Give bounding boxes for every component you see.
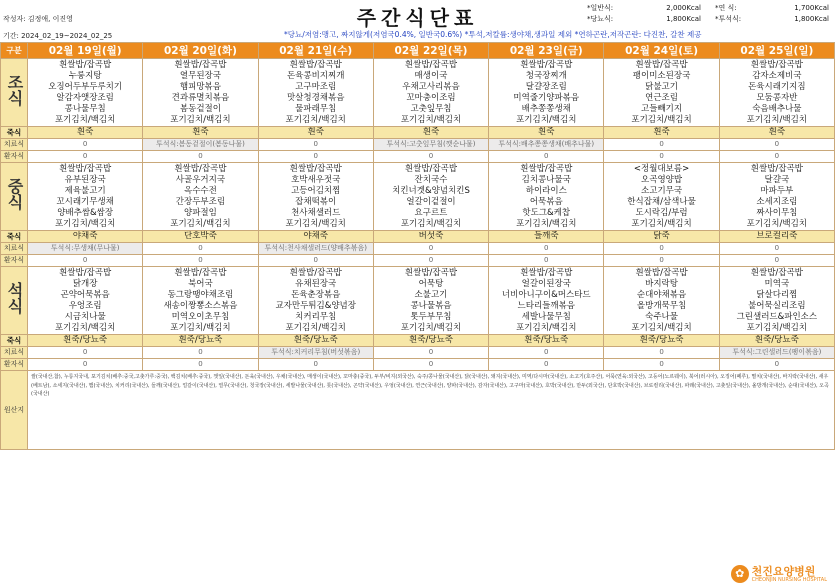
hwansaja-cell: 0 [258,359,373,371]
menu-item: 누룽지탕 [68,70,102,81]
menu-item: 어묵볶음 [529,196,563,207]
day-header: 02월 20일(화) [143,43,258,59]
menu-item: 순대야채볶음 [636,289,687,300]
menu-item: 곤약어묵볶음 [60,289,110,300]
menu-item: 포기김치/백김치 [54,322,116,333]
menu-item: 흰쌀밥/잡곡밥 [59,267,112,278]
menu-item: 돈육춘장볶음 [291,289,341,300]
menu-item: 흰쌀밥/잡곡밥 [635,267,688,278]
menu-item: 어묵탕 [418,278,444,289]
origin-row [1,371,835,450]
menu-cell [373,267,488,335]
menu-cell [719,267,834,335]
menu-item: 포기김치/백김치 [516,322,577,333]
menu-item: 치킨너겟&양념치킨S [392,185,470,196]
menu-item: 새송이짱뽕소스볶음 [163,300,238,311]
hwansaja-cell: 0 [143,359,258,371]
kcal-label: *당뇨식: [587,15,614,23]
menu-cell [143,163,258,231]
menu-item: 옥수수전 [183,185,217,196]
menu-item: 흰쌀밥/잡곡밥 [289,163,342,174]
menu-item: 돈육콩비지찌개 [286,70,345,81]
menu-item: 콩나물볶음 [410,300,452,311]
hwansaja-label: 환자식 [1,151,28,163]
menu-item: 제육불고기 [64,185,106,196]
menu-item: 맛살청경채볶음 [286,92,345,103]
juk-cell: 흰죽/당뇨죽 [373,335,488,347]
menu-cell [719,59,834,127]
menu-item: 흰쌀밥/잡곡밥 [520,267,573,278]
hwansaja-cell: 0 [373,151,488,163]
kcal-label: *연 식: [715,4,737,12]
menu-item: 오징어두부두루치기 [48,81,123,92]
corner-cell: 구분 [1,43,28,59]
menu-item: 유부된장국 [64,174,106,185]
menu-cell [373,59,488,127]
menu-item: 간장두부조림 [175,196,226,207]
menu-item: 봄동겉절이 [179,103,221,114]
juk-row [1,335,835,347]
hwansaja-cell: 0 [28,255,143,267]
menu-row [1,163,835,231]
menu-cell [143,59,258,127]
menu-cell [489,59,604,127]
menu-item: 포기김치/백김치 [631,114,692,125]
menu-item: 마파두부 [760,185,794,196]
menu-item: 햄피망볶음 [179,81,221,92]
menu-item: 불어묵실리조림 [748,300,806,311]
juk-cell: 들깨죽 [489,231,604,243]
menu-item: 포기김치/백김치 [400,322,462,333]
origin-label: 원산지 [1,371,28,450]
menu-item: 포기김치/백김치 [170,114,231,125]
menu-item: 올방개묵무침 [636,300,687,311]
juk-label: 죽식 [1,335,28,347]
menu-item: 포기김치/백김치 [516,218,577,229]
menu-item: 흰쌀밥/잡곡밥 [404,59,458,70]
menu-item: <정월대보름> [633,163,690,174]
menu-item: 김치콩나물국 [521,174,571,185]
chiryo-cell: 0 [373,347,488,359]
meal-name: 중식 [5,178,24,210]
menu-item: 달걀국 [764,174,790,185]
chiryo-cell: 0 [604,139,719,151]
juk-cell: 흰죽 [28,127,143,139]
menu-item: 얼갈이겉절이 [406,196,456,207]
meal-name: 조식 [5,74,24,106]
hwansaja-cell: 0 [604,255,719,267]
menu-item: 닭개장 [72,278,98,289]
menu-item: 소고기무국 [641,185,683,196]
menu-item: 물파래무침 [295,103,337,114]
chiryo-cell: 투석식:고춧잎무침(깻순나물) [373,139,488,151]
menu-item: 고등어김치찜 [291,185,341,196]
menu-item: 양파절임 [183,207,217,218]
menu-item: 미역오이초무침 [171,311,230,322]
juk-cell: 흰죽/당뇨죽 [143,335,258,347]
menu-cell [28,267,143,335]
logo-mark-icon: ✿ [731,565,749,583]
menu-item: 포기김치/백김치 [746,322,808,333]
menu-item: 숙주나물 [645,311,678,322]
menu-cell [604,267,719,335]
menu-item: 포기김치/백김치 [285,114,346,125]
menu-item: 연근조림 [645,92,678,103]
menu-item: 매생이국 [414,70,448,81]
menu-item: 북어국 [188,278,213,289]
menu-item: 콩나물무침 [64,103,106,114]
menu-item: 흰쌀밥/잡곡밥 [174,163,227,174]
menu-item: 숙음배추나물 [752,103,802,114]
chiryo-cell: 0 [604,243,719,255]
menu-item: 흰쌀밥/잡곡밥 [289,59,342,70]
chiryo-cell: 0 [719,139,834,151]
menu-item: 흰쌀밥/잡곡밥 [520,59,573,70]
hwansaja-label: 환자식 [1,359,28,371]
menu-item: 잔치국수 [414,174,448,185]
menu-item: 포기김치/백김치 [400,114,462,125]
chiryo-row [1,243,835,255]
menu-item: 고춧잎무침 [410,103,452,114]
menu-row [1,59,835,127]
chiryo-cell: 0 [258,139,373,151]
hwansaja-cell: 0 [28,151,143,163]
menu-item: 소불고기 [414,289,448,300]
chiryo-label: 치료식 [1,139,28,151]
meal-label [1,267,28,335]
juk-cell: 흰죽/당뇨죽 [604,335,719,347]
menu-item: 소세지조림 [756,196,798,207]
menu-item: 고들빼기지 [641,103,683,114]
day-header: 02월 19일(월) [28,43,143,59]
day-header: 02월 21일(수) [258,43,373,59]
menu-item: 미역국 [764,278,790,289]
menu-item: 교자만두튀김&양념장 [275,300,356,311]
meal-label [1,59,28,127]
menu-item: 달걀장조림 [525,81,567,92]
menu-item: 포기김치/백김치 [170,218,231,229]
hwansaja-cell: 0 [28,359,143,371]
juk-cell: 버섯죽 [373,231,488,243]
hwansaja-cell: 0 [258,255,373,267]
menu-item: 포기김치/백김치 [516,114,577,125]
menu-item: 포기김치/백김치 [746,114,808,125]
kcal-value: 1,800Kcal [666,15,701,23]
menu-cell [373,163,488,231]
hwansaja-cell: 0 [143,151,258,163]
chiryo-cell: 투석식:그린샐러드(팽이볶음) [719,347,834,359]
menu-item: 바지락탕 [645,278,678,289]
menu-item: 팽이미소된장국 [632,70,691,81]
logo-name: 천진요양병원 [751,564,816,578]
menu-item: 흰쌀밥/잡곡밥 [404,267,458,278]
menu-item: 너비아니구이&머스타드 [501,289,591,300]
hospital-logo [731,565,827,583]
menu-item: 양배추쌈&쌈장 [57,207,114,218]
menu-item: 꼬시래기무생채 [56,196,114,207]
menu-item: 포기김치/백김치 [400,218,462,229]
menu-cell [28,163,143,231]
chiryo-cell: 0 [489,347,604,359]
hwansaja-cell: 0 [604,359,719,371]
menu-cell [258,59,373,127]
juk-label: 죽식 [1,231,28,243]
menu-item: 느타리들깨볶음 [517,300,575,311]
menu-item: 열무된장국 [179,70,221,81]
chiryo-cell: 0 [143,347,258,359]
juk-cell: 흰죽/당뇨죽 [258,335,373,347]
menu-item: 톳두부무침 [410,311,452,322]
menu-item: 얼갈이된장국 [521,278,571,289]
menu-item: 흰쌀밥/잡곡밥 [520,163,573,174]
menu-item: 흰쌀밥/잡곡밥 [174,267,227,278]
chiryo-cell: 0 [143,243,258,255]
menu-item: 닭불고기 [645,81,678,92]
menu-item: 호박새우젓국 [291,174,341,185]
hwansaja-cell: 0 [373,255,488,267]
menu-cell [604,59,719,127]
hwansaja-cell: 0 [373,359,488,371]
menu-cell [258,163,373,231]
kcal-box [587,3,829,25]
menu-item: 포기김치/백김치 [285,218,346,229]
juk-label: 죽식 [1,127,28,139]
menu-item: 고구마조림 [295,81,337,92]
diet-notice: *당뇨/저염:맹고, 짜지않게(저염국0.4%, 일반국0.6%) *투석,저칼륨:생야채,생과일 제외 *연하곤란,저작곤란: 다진찬, 갈찬 제공 [284,30,702,39]
menu-item: 포기김치/백김치 [285,322,346,333]
hwansaja-cell: 0 [719,151,834,163]
juk-cell: 흰죽/당뇨죽 [489,335,604,347]
menu-item: 세발나물무침 [521,311,571,322]
hwansaja-cell: 0 [604,151,719,163]
menu-item: 사골우거지국 [175,174,226,185]
juk-cell: 브로컬리죽 [719,231,834,243]
hwansaja-cell: 0 [719,255,834,267]
menu-item: 모둠콩자반 [756,92,798,103]
menu-item: 요구르트 [414,207,448,218]
meal-label [1,163,28,231]
menu-item: 포기김치/백김치 [54,114,116,125]
menu-item: 흰쌀밥/잡곡밥 [59,163,112,174]
menu-item: 흰쌀밥/잡곡밥 [59,59,112,70]
chiryo-cell: 0 [489,243,604,255]
hwansaja-cell: 0 [489,151,604,163]
hwansaja-row [1,359,835,371]
origin-text: 쌀(국내산,찹), 누룽지국내, 포기김치(배추:중국,고춧가루:중국), 백김치(배추:중국), 깻잎(국내산), 돈육(국내산), 우채(국내산), 매생이(국내산), 꼬마충(중국), 두부/비지(외국산), 숙주/콩나물(국내산), 닭(국내산), 돼지(국내산), 미역/다시마(국내산), 소고기(호주산), 어묵(연육:외국산), 고등어(노르웨이), 북어(러시아), 오징어(페루), 멸치(국내산), 바지락(국내산), 새우(베트남), 소세지(국내산), 햄(국내산), 치커리(국내산), 들깨(국내산), 얼갈이(국내산), 열무(국내산), 청국장(국내산), 세발나물(국내산), 톳(국내산), 곤약(국내산), 우엉(국내산), 연근(국내산), 양파(국내산), 감자(국내산), 고구마(국내산), 호박(국내산), 만두(외국산), 단호박(국내산), 브로컬리(국내산), 파래(국내산), 고춧잎(국내산), 올방개(국내산), 순대(국내산), 오곡(국내산) [28,371,835,450]
menu-item: 미역줄기양파볶음 [513,92,580,103]
menu-item: 포기김치/백김치 [631,218,692,229]
menu-item: 그린샐러드&파인소스 [736,311,818,322]
hwansaja-cell: 0 [489,359,604,371]
chiryo-cell: 투석식:천사채샐러드(양배추볶음) [258,243,373,255]
kcal-value: 1,700Kcal [794,4,829,12]
header [0,0,835,42]
chiryo-cell: 투석식:봄동겉절이(봄동나물) [143,139,258,151]
chiryo-row [1,347,835,359]
menu-item: 도시락김/부럼 [635,207,688,218]
menu-item: 배추쫑쫑생채 [521,103,571,114]
juk-cell: 흰죽 [373,127,488,139]
menu-item: 포기김치/백김치 [170,322,231,333]
period-text: 기간: 2024_02_19~2024_02_25 [3,32,113,40]
chiryo-cell: 투석식:치커리무침(버섯볶음) [258,347,373,359]
menu-item: 포기김치/백김치 [631,322,692,333]
day-header: 02월 24일(토) [604,43,719,59]
menu-item: 포기김치/백김치 [54,218,116,229]
menu-item: 닭살다리찜 [756,289,798,300]
juk-row [1,231,835,243]
menu-item: 흰쌀밥/잡곡밥 [404,163,458,174]
juk-cell: 흰죽 [143,127,258,139]
juk-cell: 야채죽 [258,231,373,243]
menu-item: 오곡영양밥 [641,174,683,185]
kcal-value: 2,000Kcal [666,4,701,12]
chiryo-cell: 0 [373,243,488,255]
kcal-value: 1,800Kcal [794,15,829,23]
menu-item: 알감자앳장조림 [56,92,114,103]
juk-cell: 단호박죽 [143,231,258,243]
menu-item: 시금치나물 [64,311,106,322]
menu-item: 동그랑땡야채조림 [167,289,234,300]
menu-item: 흰쌀밥/잡곡밥 [750,163,803,174]
menu-row [1,267,835,335]
menu-item: 짜사이무침 [756,207,798,218]
day-header: 02월 23일(금) [489,43,604,59]
chiryo-label: 치료식 [1,347,28,359]
juk-cell: 야채죽 [28,231,143,243]
menu-cell [489,163,604,231]
writer-text: 작성자: 김정애, 이진영 [3,15,73,23]
juk-cell: 흰죽 [258,127,373,139]
chiryo-label: 치료식 [1,243,28,255]
juk-row [1,127,835,139]
hwansaja-cell: 0 [258,151,373,163]
menu-item: 흰쌀밥/잡곡밥 [635,59,688,70]
hwansaja-label: 환자식 [1,255,28,267]
chiryo-row [1,139,835,151]
juk-cell: 흰죽/당뇨죽 [719,335,834,347]
menu-item: 포기김치/백김치 [746,218,808,229]
chiryo-cell: 0 [719,243,834,255]
menu-item: 돈육시래기지짐 [748,81,806,92]
page-title: 주간식단표 [356,6,479,30]
hwansaja-cell: 0 [143,255,258,267]
menu-cell [258,267,373,335]
menu-item: 흰쌀밥/잡곡밥 [750,267,803,278]
juk-cell: 흰죽 [604,127,719,139]
menu-item: 하이라이스 [525,185,567,196]
menu-item: 흰쌀밥/잡곡밥 [750,59,803,70]
day-header-row [1,43,835,59]
juk-cell: 닭죽 [604,231,719,243]
chiryo-cell: 투석식:무생채(무나물) [28,243,143,255]
chiryo-cell: 0 [604,347,719,359]
menu-cell [604,163,719,231]
menu-item: 우채고사리볶음 [402,81,460,92]
day-header: 02월 25일(일) [719,43,834,59]
menu-item: 흰쌀밥/잡곡밥 [174,59,227,70]
kcal-label: *일반식: [587,4,614,12]
menu-item: 핫도그&케찹 [522,207,571,218]
menu-cell [489,267,604,335]
menu-cell [143,267,258,335]
menu-cell [28,59,143,127]
hwansaja-row [1,255,835,267]
menu-item: 유채된장국 [295,278,337,289]
hwansaja-cell: 0 [489,255,604,267]
hwansaja-row [1,151,835,163]
menu-item: 흰쌀밥/잡곡밥 [289,267,342,278]
day-header: 02월 22일(목) [373,43,488,59]
menu-item: 한식잡채/삼색나물 [627,196,696,207]
menu-item: 천사채샐러드 [291,207,341,218]
menu-item: 우엉조림 [68,300,102,311]
menu-item: 감자소제비국 [752,70,802,81]
menu-item: 청국장찌개 [525,70,567,81]
meal-name: 석식 [5,282,24,314]
chiryo-cell: 0 [28,347,143,359]
chiryo-cell: 투석식:배추쫑쫑생채(배추나물) [489,139,604,151]
menu-item: 견과류멸치볶음 [171,92,230,103]
menu-table [0,42,835,450]
menu-cell [719,163,834,231]
hwansaja-cell: 0 [719,359,834,371]
juk-cell: 흰죽 [719,127,834,139]
menu-item: 잡채떡볶이 [295,196,337,207]
kcal-label: *투석식: [715,15,742,23]
juk-cell: 흰죽 [489,127,604,139]
menu-item: 치커리무침 [295,311,337,322]
logo-en: CHEONJIN NURSING HOSPITAL [751,576,827,583]
menu-item: 꼬마충이조림 [406,92,456,103]
chiryo-cell: 0 [28,139,143,151]
juk-cell: 흰죽/당뇨죽 [28,335,143,347]
